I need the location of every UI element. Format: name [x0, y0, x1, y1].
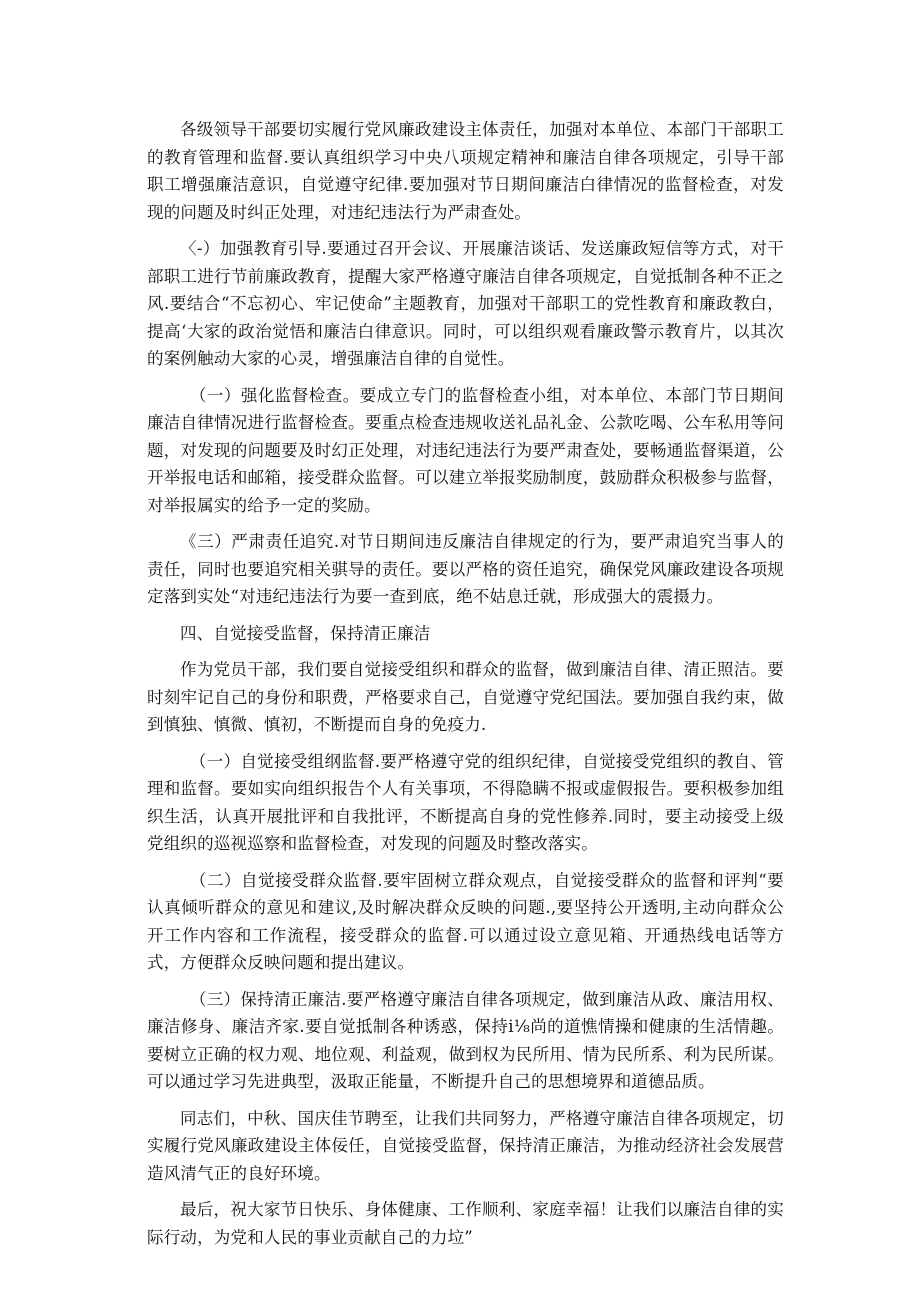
paragraph-supervision-inspection: （一）强化监督检查。要成立专门的监督检查小组，对本单位、本部门节日期间廉洁自律情况进行监督检查。要重点检查违规收送礼品礼金、公款吃喝、公车私用等问题，对发现的问题要及时幻正处理，对违纪违法行为要严肃查处，要畅通监督渠道，公开举报电话和邮箱，接受群众监督。可以建立举报奖励制度，鼓励群众积极参与监督，对举报属实的给予一定的奖励。: [147, 385, 784, 515]
paragraph-closing-wishes: 最后，祝大家节日快乐、身体健康、工作顺利、家庭幸福！让我们以廉洁自律的实际行动，为党和人民的事业贡献自己的力垃”: [147, 1200, 784, 1247]
paragraph-integrity: （三）保持清正廉洁.要严格遵守廉洁自律各项规定，做到廉洁从政、廉洁用权、廉洁修身、廉洁齐家.要自觉抵制各种诱惑，保持i⅛尚的道憔情操和健康的生活情趣。要树立正确的权力观、地位观、利益观，做到权为民所用、情为民所系、利为民所谋。可以通过学习先进典型，汲取正能量，不断提升自己的思想境界和道德品质。: [147, 989, 784, 1091]
paragraph-public-supervision: （二）自觉接受群众监督.要牢固树立群众观点，自觉接受群众的监督和评判“要认真倾听群众的意见和建议,及时解决群众反映的问题.,要坚持公开透明,主动向群众公开工作内容和工作流程，接受群众的监督.可以通过设立意见箱、开通热线电话等方式，方便群众反映问题和提出建议。: [147, 870, 784, 972]
paragraph-party-members: 作为党员干部，我们要自觉接受组织和群众的监督，做到廉洁自律、清正照洁。要时刻牢记自己的身份和职费，严格要求自己，自觉遵守党纪国法。要加强自我约束，做到慎独、慎微、慎初，不断提而自身的免疫力.: [147, 660, 784, 734]
paragraph-organization-supervision: （一）自觉接受组纲监督.要严格遵守党的组织纪律，自觉接受党组织的教自、管理和监督。要如实向组织报告个人有关事项，不得隐瞒不报或虚假报告。要积极参加组织生活，认真开展批评和自我批评，不断提高自身的党性修养.同时，要主动接受上级党组织的巡视巡察和监督检查，对发现的问题及时整改落实。: [147, 751, 784, 853]
section-heading-accept-supervision: 四、自觉接受监督，保持清正廉洁: [180, 623, 431, 643]
document-body: [147, 116, 784, 1260]
paragraph-accountability: 《三）严肃责任追究.对节日期间违反廉洁自律规定的行为，要严肃追究当事人的责任，同时也要追究相关骐导的责任。要以严格的资任追究，确保党风廉政建设各项规定落到实处“对违纪违法行为要一查到底，绝不姑息迁就，形成强大的震摄力。: [147, 532, 784, 606]
paragraph-leader-responsibility: 各级领导干部要切实履行党风廉政建设主体责任，加强对本单位、本部门干部职工的教育管理和监督.要认真组织学习中央八项规定精神和廉洁自律各项规定，引导干部职工增强廉洁意识，自觉遵守纪律.要加强对节日期间廉洁白律情况的监督检查，对发现的问题及时纠正处理，对违纪违法行为严肃查处。: [147, 120, 784, 222]
paragraph-holiday-appeal: 同志们，中秋、国庆佳节聘至，让我们共同努力，严格遵守廉洁自律各项规定，切实履行党风廉政建设主体佞任，自觉接受监督，保持清正廉洁，为推动经济社会发展营造风清气正的良好环境。: [147, 1108, 784, 1183]
paragraph-education-guidance: 〈-）加强教育引导.要通过召开会议、开展廉洁谈话、发送廉政短信等方式，对干部职工进行节前廉政教育，提醒大家严格遵守廉洁自律各项规定，自觉抵制各种不正之风.要结合“不忘初心、牢记使命”主题教育，加强对干部职工的党性教育和廉政教白，提高‘大家的政治觉悟和廉洁白律意识。同时，可以组织观看廉政警示教育片，以其次的案例触动大家的心灵，增强廉洁自律的自觉性。: [147, 239, 784, 368]
